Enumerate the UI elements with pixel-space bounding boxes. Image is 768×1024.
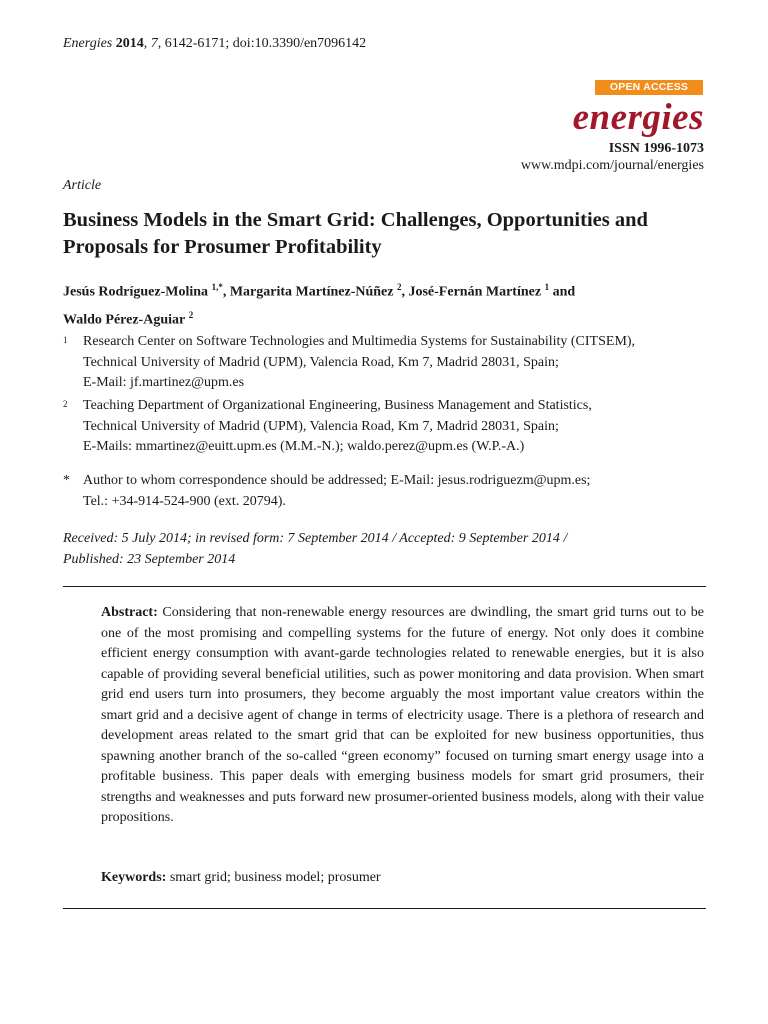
publication-dates: [63, 528, 723, 570]
author-affiliation-mark: 2: [188, 309, 194, 320]
journal-logo: energies: [572, 97, 704, 138]
affiliation-email[interactable]: E-Mails: mmartinez@euitt.upm.es (M.M.-N.); waldo.perez@upm.es (W.P.-A.): [83, 439, 525, 454]
author-name: Waldo Pérez-Aguiar: [63, 312, 186, 328]
dates-line: Received: 5 July 2014; in revised form: 7 September 2014 / Accepted: 9 September 2014 /: [63, 531, 568, 546]
author-name: Margarita Martínez-Núñez: [229, 284, 394, 300]
journal-volume: 7: [150, 36, 158, 51]
correspondence-text: [83, 471, 723, 512]
affiliation-number: 2: [63, 399, 68, 409]
open-access-badge: OPEN ACCESS: [595, 80, 703, 95]
author-separator: and: [549, 284, 576, 300]
keywords-text: smart grid; business model; prosumer: [166, 870, 381, 885]
author-name: Jesús Rodríguez-Molina: [63, 284, 209, 300]
dates-line: Published: 23 September 2014: [63, 552, 236, 567]
affiliation-line: Technical University of Madrid (UPM), Valencia Road, Km 7, Madrid 28031, Spain;: [83, 418, 559, 434]
author-list: [63, 276, 723, 331]
journal-url[interactable]: www.mdpi.com/journal/energies: [520, 158, 704, 173]
journal-year: 2014: [115, 36, 144, 51]
author-affiliation-mark: 1: [544, 282, 550, 292]
abstract-text: Considering that non-renewable energy resources are dwindling, the smart grid turns out to be one of the most promising and compelling systems for the future of energy. Not only does it combine efficient energy consumption with avant-garde technologies related to renewable energies, but it is also capable of providing several beneficial utilities, such as power monitoring and data provision. When smart grid end users turn into prosumers, they become arguably the most important value creators within the smart grid and a decisive agent of change in terms of electricity usage. There is a plethora of research and development areas related to the smart grid that can be exploited for new business opportunities, thus spawning another branch of the so-called “green economy” focused on turning smart energy usage into a profitable business. This paper deals with emerging business models for smart grid prosumers, their strengths and weaknesses and puts forward new prosumer-oriented business models, along with their value propositions.: [101, 605, 704, 825]
article-type: Article: [63, 178, 102, 193]
top-divider: [63, 586, 706, 587]
affiliation-text: [83, 332, 723, 394]
affiliation-line: Teaching Department of Organizational Engineering, Business Management and Statistics,: [83, 398, 592, 413]
keywords-label: Keywords:: [101, 870, 167, 885]
author-name: José-Fernán Martínez: [408, 284, 542, 300]
issn: ISSN 1996-1073: [608, 141, 704, 156]
correspondence-line[interactable]: Author to whom correspondence should be addressed; E-Mail: jesus.rodriguezm@upm.es;: [83, 473, 591, 488]
keywords-block: [101, 870, 704, 886]
author-affiliation-mark: 2: [396, 282, 402, 292]
correspondence-phone: Tel.: +34-914-524-900 (ext. 20794).: [83, 493, 286, 509]
bottom-divider: [63, 908, 706, 909]
affiliation-email[interactable]: E-Mail: jf.martinez@upm.es: [83, 375, 245, 390]
affiliation-line: Technical University of Madrid (UPM), Valencia Road, Km 7, Madrid 28031, Spain;: [83, 354, 559, 370]
abstract-block: [101, 603, 704, 829]
author-affiliation-mark: 1,*: [211, 282, 223, 292]
affiliation-text: [83, 396, 723, 458]
author-separator: ,: [222, 284, 230, 300]
affiliation-line: Research Center on Software Technologies and Multimedia Systems for Sustainability (CITSEM),: [83, 334, 636, 349]
abstract-label: Abstract:: [101, 605, 158, 620]
author-separator: ,: [401, 284, 409, 300]
journal-pages-doi: , 6142-6171; doi:10.3390/en7096142: [157, 36, 367, 51]
correspondence-mark: *: [63, 473, 70, 488]
journal-name: Energies: [63, 36, 113, 51]
citation-line: Energies 2014, 7, 6142-6171; doi:10.3390/en7096142: [63, 36, 367, 51]
paper-title: Business Models in the Smart Grid: Challenges, Opportunities and Proposals for Prosumer Profitability: [63, 209, 648, 258]
affiliation-number: 1: [63, 335, 68, 345]
